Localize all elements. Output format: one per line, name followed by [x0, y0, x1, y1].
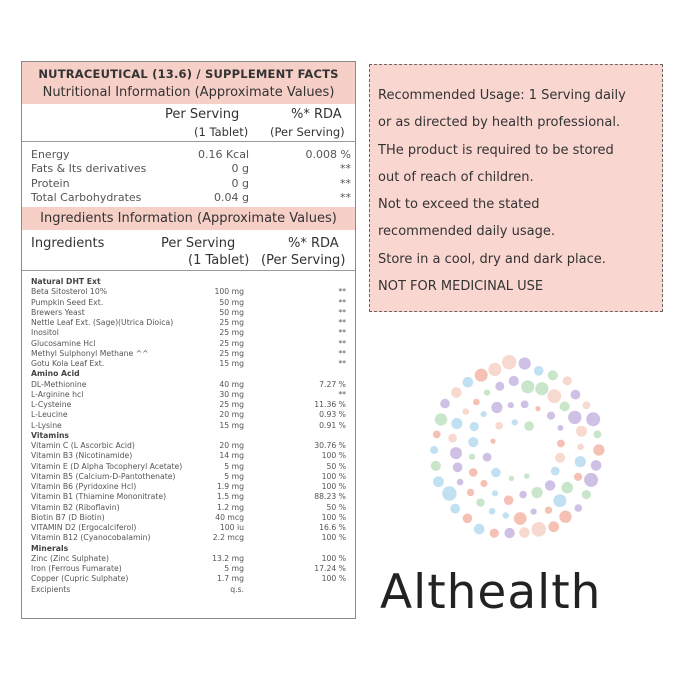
logo-bubble: [531, 522, 546, 537]
logo-bubble: [593, 444, 604, 455]
col-rda-sub: (Per Serving): [270, 125, 345, 139]
logo-bubble: [435, 413, 447, 425]
logo-bubble: [560, 401, 570, 411]
usage-line: Store in a cool, dry and dark place.: [378, 251, 606, 267]
ingredient-list: [31, 277, 346, 595]
logo-bubble: [488, 363, 501, 376]
logo-bubble: [551, 467, 560, 476]
logo-bubble: [433, 476, 444, 487]
logo-bubble: [431, 461, 441, 471]
ingredient-row: Gotu Kola Leaf Ext. 15 mg **: [31, 359, 346, 368]
ingredient-row: Methyl Sulphonyl Methane ^^ 25 mg **: [31, 348, 346, 358]
ing-col-per-serving: Per Serving: [161, 236, 236, 251]
logo-bubble: [561, 482, 573, 494]
logo-bubble: [548, 370, 558, 380]
ingredient-row: Vitamin E (D Alpha Tocopheryl Acetate) 5 mg 50 %: [31, 461, 346, 471]
logo-bubble: [440, 399, 450, 409]
ingredient-row: Pumpkin Seed Ext. 50 mg **: [31, 297, 346, 307]
ingredient-row: Excipients q.s.: [31, 584, 244, 594]
col-rda: %* RDA: [291, 107, 342, 122]
logo-bubble: [495, 382, 504, 391]
col-per-serving-sub: (1 Tablet): [194, 125, 249, 139]
ingredient-row: L-Cysteine 25 mg 11.36 %: [31, 400, 346, 409]
usage-line: recommended daily usage.: [378, 224, 555, 240]
logo-bubble: [490, 439, 495, 444]
logo-bubble: [470, 422, 479, 431]
logo-bubble: [481, 411, 487, 417]
logo-bubble: [535, 406, 540, 411]
logo-bubble: [457, 479, 464, 486]
logo-bubble: [508, 402, 514, 408]
logo-bubble: [504, 528, 514, 538]
logo-bubble: [557, 440, 565, 448]
logo-bubble: [593, 430, 601, 438]
logo-bubble: [545, 507, 552, 514]
logo-bubble: [502, 355, 516, 369]
ingredient-row: Vitamin B1 (Thiamine Mononitrate) 1.5 mg 88.23 %: [31, 492, 346, 502]
logo-bubble: [519, 527, 530, 538]
logo-bubble: [583, 401, 591, 409]
ingredient-row: Inositol 25 mg **: [31, 328, 346, 338]
ingredient-row: Zinc (Zinc Sulphate) 13.2 mg 100 %: [31, 553, 346, 563]
logo-bubble: [509, 376, 519, 386]
usage-line: THe product is required to be stored: [378, 142, 614, 158]
logo-bubble: [577, 444, 584, 451]
logo-bubble: [450, 447, 462, 459]
ingredient-row: L-Leucine 20 mg 0.93 %: [31, 410, 346, 420]
logo-bubble: [519, 357, 531, 369]
logo-bubble: [547, 389, 561, 403]
ingredient-row: Beta Sitosterol 10% 100 mg **: [31, 287, 346, 297]
recommended-usage-box: [369, 64, 663, 312]
logo-bubble: [519, 491, 527, 499]
logo-bubble: [495, 422, 503, 430]
logo-bubble: [468, 437, 478, 447]
logo-bubble: [521, 380, 534, 393]
logo-bubble: [512, 419, 518, 425]
logo-bubble: [574, 473, 582, 481]
ingredient-category: Vitamins: [31, 430, 70, 440]
logo-bubble: [480, 480, 487, 487]
ingredient-row: Brewers Yeast 50 mg **: [31, 307, 346, 317]
usage-label: Recommended Usage:: [378, 88, 525, 103]
logo-bubble: [430, 446, 438, 454]
bubble-ring-logo-icon: [425, 355, 609, 545]
usage-line: out of reach of children.: [378, 169, 534, 185]
facts-header-band: [22, 62, 355, 104]
usage-line: or as directed by health professional.: [378, 115, 621, 131]
nutrient-row: Energy 0.16 Kcal 0.008 %: [31, 148, 351, 161]
nutrient-row: Total Carbohydrates 0.04 g **: [31, 191, 351, 204]
logo-bubble: [463, 377, 474, 388]
divider-line: [22, 141, 355, 142]
logo-bubble: [558, 425, 564, 431]
logo-bubble: [492, 490, 498, 496]
usage-warning: NOT FOR MEDICINAL USE: [378, 279, 544, 295]
ingredient-row: Copper (Cupric Sulphate) 1.7 mg 100 %: [31, 574, 346, 584]
ingredient-row: Vitamin B3 (Nicotinamide) 14 mg 100 %: [31, 451, 346, 461]
logo-bubble: [514, 512, 527, 525]
logo-bubble: [553, 494, 566, 507]
ingredient-row: Vitamin B2 (Riboflavin) 1.2 mg 50 %: [31, 502, 346, 512]
logo-bubble: [563, 376, 572, 385]
logo-bubble: [491, 468, 501, 478]
logo-bubble: [559, 511, 571, 523]
ingredient-row: Vitamin B5 (Calcium-D-Pantothenate) 5 mg 100 %: [31, 471, 346, 481]
logo-bubble: [545, 480, 555, 490]
logo-bubble: [535, 382, 548, 395]
logo-bubble: [469, 468, 478, 477]
logo-bubble: [474, 524, 485, 535]
ingredient-row: Iron (Ferrous Fumarate) 5 mg 17.24 %: [31, 564, 346, 573]
ingredient-category: Natural DHT Ext: [31, 277, 101, 286]
ing-col-rda: %* RDA: [288, 236, 339, 251]
facts-title: NUTRACEUTICAL (13.6) / SUPPLEMENT FACTS: [38, 67, 339, 81]
logo-bubble: [469, 454, 475, 460]
logo-bubble: [534, 366, 544, 376]
logo-bubble: [586, 412, 600, 426]
ingredient-row: L-Lysine 15 mg 0.91 %: [31, 420, 346, 430]
ingredient-row: Vitamin C (L Ascorbic Acid) 20 mg 30.76 %: [31, 441, 346, 450]
ingredient-row: Biotin B7 (D Biotin) 40 mcg 100 %: [31, 512, 346, 522]
ingredient-row: VITAMIN D2 (Ergocalciferol) 100 iu 16.6 %: [31, 523, 346, 532]
logo-bubble: [524, 421, 534, 431]
logo-bubble: [571, 390, 581, 400]
logo-bubble: [467, 489, 474, 496]
logo-bubble: [547, 412, 555, 420]
ing-col-per-serving-sub: (1 Tablet): [188, 253, 250, 268]
logo-bubble: [491, 402, 502, 413]
ingredients-label: Ingredients: [31, 236, 105, 251]
logo-bubble: [442, 486, 456, 500]
ingredient-category: Minerals: [31, 543, 69, 553]
ingredient-category: Amino Acid: [31, 369, 80, 379]
col-per-serving: Per Serving: [165, 107, 240, 122]
ingredient-row: Vitamin B6 (Pyridoxine Hcl) 1.9 mg 100 %: [31, 482, 346, 491]
logo-bubble: [473, 399, 480, 406]
logo-bubble: [575, 456, 586, 467]
logo-bubble: [453, 462, 463, 472]
logo-bubble: [568, 411, 581, 424]
ingredients-header: Ingredients Information (Approximate Values): [22, 207, 355, 230]
brand-name: Althealth: [380, 565, 602, 620]
logo-bubble: [503, 512, 509, 518]
logo-bubble: [504, 495, 514, 505]
divider-line: [22, 270, 355, 271]
ingredient-row: Glucosamine Hcl 25 mg **: [31, 338, 346, 348]
ingredient-row: DL-Methionine 40 mg 7.27 %: [31, 379, 346, 389]
logo-bubble: [509, 476, 514, 481]
logo-bubble: [591, 460, 602, 471]
logo-bubble: [575, 504, 583, 512]
logo-bubble: [433, 431, 441, 439]
logo-bubble: [582, 490, 591, 499]
logo-bubble: [476, 498, 484, 506]
logo-bubble: [524, 474, 529, 479]
ing-col-rda-sub: (Per Serving): [261, 253, 346, 268]
logo-bubble: [451, 387, 462, 398]
logo-bubble: [451, 418, 462, 429]
nutrient-row: Protein 0 g **: [31, 177, 351, 190]
logo-bubble: [450, 504, 460, 514]
logo-bubble: [584, 473, 598, 487]
logo-bubble: [463, 408, 470, 415]
logo-bubble: [532, 487, 543, 498]
supplement-facts-panel: [21, 61, 356, 619]
logo-bubble: [548, 521, 559, 532]
logo-bubble: [463, 514, 473, 524]
logo-bubble: [555, 453, 565, 463]
logo-bubble: [484, 390, 490, 396]
logo-bubble: [448, 434, 457, 443]
ingredient-row: Vitamin B12 (Cyanocobalamin) 2.2 mcg 100 %: [31, 533, 346, 543]
logo-bubble: [490, 529, 499, 538]
logo-bubble: [576, 426, 587, 437]
logo-bubble: [489, 508, 496, 515]
logo-bubble: [531, 509, 537, 515]
ingredient-row: Nettle Leaf Ext. (Sage)(Utrica Dioica) 25 mg **: [31, 318, 346, 327]
logo-bubble: [475, 369, 488, 382]
nutrition-header: Nutritional Information (Approximate Values): [42, 85, 335, 100]
ingredient-row: L-Arginine hcl 30 mg **: [31, 389, 346, 399]
logo-bubble: [483, 453, 492, 462]
logo-bubble: [521, 401, 529, 409]
nutrient-row: Fats & Its derivatives 0 g **: [31, 162, 351, 175]
usage-line: Recommended Usage: 1 Serving daily: [378, 88, 626, 103]
usage-line: Not to exceed the stated: [378, 197, 540, 213]
